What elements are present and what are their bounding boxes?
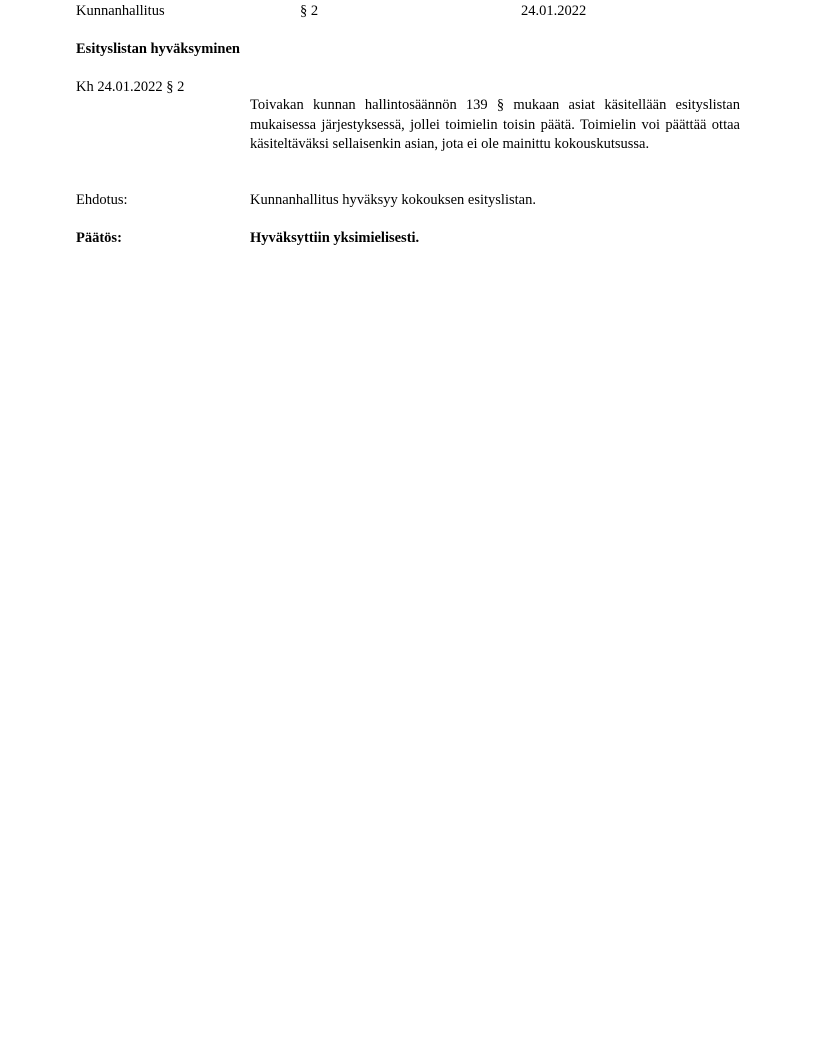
decision-text: Hyväksyttiin yksimielisesti. — [250, 230, 420, 246]
header-organization: Kunnanhallitus — [76, 3, 165, 19]
proposal-text: Kunnanhallitus hyväksyy kokouksen esityslistan. — [250, 192, 536, 208]
item-title: Esityslistan hyväksyminen — [76, 41, 240, 57]
header-section-number: § 2 — [300, 3, 319, 19]
decision-label: Päätös: — [76, 230, 122, 246]
header-date: 24.01.2022 — [521, 3, 587, 19]
proposal-label: Ehdotus: — [76, 192, 128, 208]
item-reference: Kh 24.01.2022 § 2 — [76, 79, 185, 95]
item-body-text: Toivakan kunnan hallintosäännön 139 § mukaan asiat käsitellään esityslistan mukaisessa järjestyksessä, jollei toimielin toisin päätä. Toimielin voi päättää ottaa käsiteltäväksi sellaisenkin asian, jota ei ole mainittu kokouskutsussa. — [250, 97, 740, 152]
